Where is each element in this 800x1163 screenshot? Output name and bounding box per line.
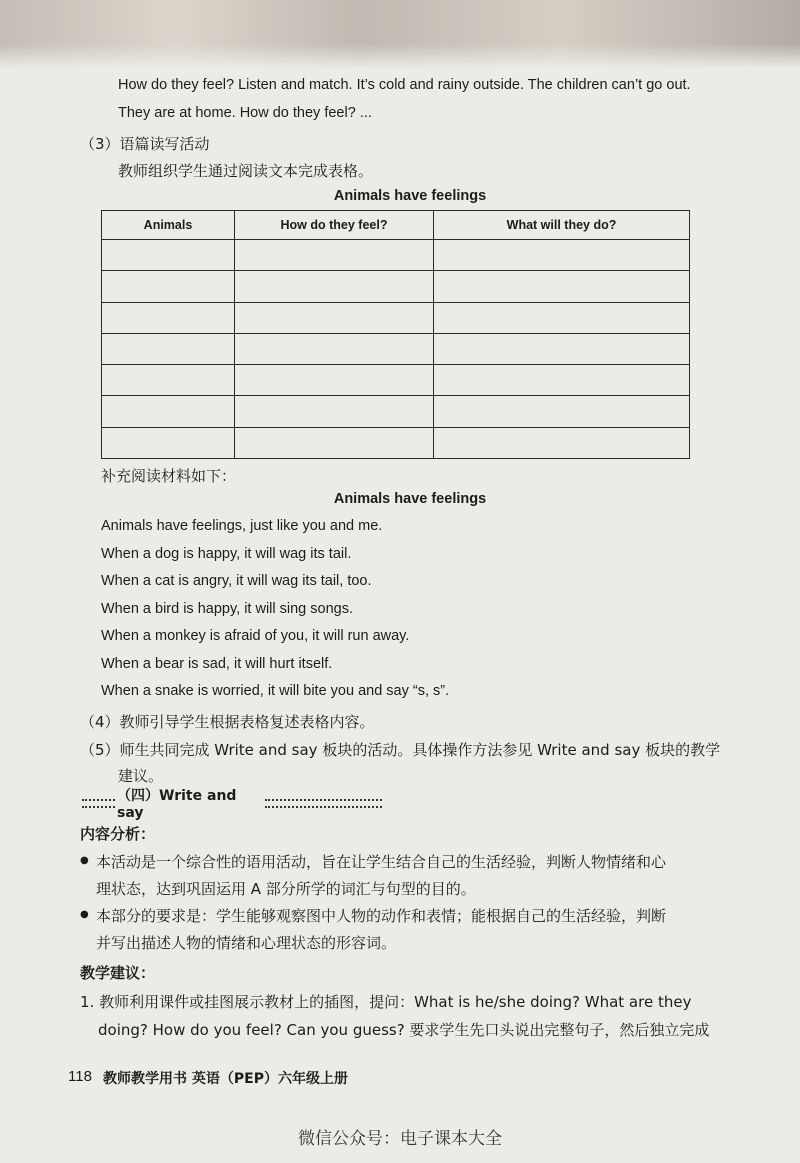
supplement-line: When a monkey is afraid of you, it will run away. — [101, 628, 410, 644]
supplement-line: When a bear is sad, it will hurt itself. — [101, 656, 333, 672]
step-4: （4）教师引导学生根据表格复述表格内容。 — [80, 713, 375, 731]
supplement-line: Animals have feelings, just like you and me. — [101, 518, 383, 534]
supplement-intro: 补充阅读材料如下： — [101, 467, 237, 485]
analysis-bullet-2-line-1: 本部分的要求是：学生能够观察图中人物的动作和表情；能根据自己的生活经验，判断 — [96, 907, 667, 925]
bullet-icon: ● — [80, 909, 89, 920]
page-number: 118 — [68, 1068, 92, 1085]
table-cell — [235, 333, 434, 364]
table-cell — [235, 240, 434, 271]
table-title: Animals have feelings — [333, 188, 487, 204]
analysis-bullet-2-line-2: 并写出描述人物的情绪和心理状态的形容词。 — [96, 934, 397, 952]
section-4-heading: （四）Write and say — [117, 788, 237, 821]
animals-feelings-table — [101, 210, 690, 459]
column-header-animals: Animals — [102, 211, 235, 240]
table-cell — [434, 271, 690, 302]
section-3-heading: （3）语篇读写活动 — [80, 135, 210, 153]
table-cell — [434, 396, 690, 427]
table-cell — [102, 427, 235, 458]
dotted-rule-right — [265, 799, 382, 808]
table-cell — [102, 271, 235, 302]
table-cell — [235, 396, 434, 427]
table-row — [102, 396, 690, 427]
analysis-bullet-1-line-2: 理状态，达到巩固运用 A 部分所学的词汇与句型的目的。 — [96, 880, 476, 898]
table-cell — [235, 302, 434, 333]
intro-line-2: They are at home. How do they feel? ... — [118, 105, 372, 121]
table-cell — [235, 427, 434, 458]
suggestion-1-line-2: doing? How do you feel? Can you guess? 要求学生先口头说出完整句子，然后独立完成 — [98, 1021, 710, 1039]
table-row — [102, 333, 690, 364]
suggestions-heading: 教学建议： — [80, 964, 156, 982]
table-row — [102, 365, 690, 396]
table-row — [102, 302, 690, 333]
table-row — [102, 271, 690, 302]
table-cell — [434, 333, 690, 364]
table-row — [102, 427, 690, 458]
table-header-row — [102, 211, 690, 240]
table-row — [102, 240, 690, 271]
step-5-line-1: （5）师生共同完成 Write and say 板块的活动。具体操作方法参见 Write and say 板块的教学 — [80, 741, 721, 759]
book-title: 教师教学用书 英语（PEP）六年级上册 — [103, 1071, 348, 1087]
intro-line-1: How do they feel? Listen and match. It’s cold and rainy outside. The children can’t go out. — [118, 77, 691, 93]
step-5-line-2: 建议。 — [118, 767, 164, 785]
supplement-line: When a bird is happy, it will sing songs. — [101, 601, 353, 617]
table-cell — [235, 365, 434, 396]
supplement-line: When a dog is happy, it will wag its tail. — [101, 546, 352, 562]
table-cell — [235, 271, 434, 302]
section-4-divider — [82, 788, 382, 821]
section-3-instruction: 教师组织学生通过阅读文本完成表格。 — [118, 162, 374, 180]
watermark-text: 微信公众号：电子课本大全 — [298, 1129, 502, 1149]
table-cell — [434, 302, 690, 333]
dotted-rule-left — [82, 799, 115, 808]
table-cell — [102, 365, 235, 396]
table-cell — [102, 396, 235, 427]
analysis-heading: 内容分析： — [80, 825, 156, 843]
bullet-icon: ● — [80, 855, 89, 866]
table-cell — [434, 240, 690, 271]
supplement-line: When a snake is worried, it will bite you and say “s, s”. — [101, 683, 450, 699]
analysis-bullet-1-line-1: 本活动是一个综合性的语用活动，旨在让学生结合自己的生活经验，判断人物情绪和心 — [96, 853, 667, 871]
table-cell — [434, 427, 690, 458]
table-cell — [102, 333, 235, 364]
table-cell — [434, 365, 690, 396]
column-header-feel: How do they feel? — [235, 211, 434, 240]
table-cell — [102, 302, 235, 333]
supplement-title: Animals have feelings — [333, 491, 487, 507]
suggestion-1-line-1: 1. 教师利用课件或挂图展示教材上的插图，提问：What is he/she doing? What are they — [80, 993, 692, 1011]
supplement-line: When a cat is angry, it will wag its tail, too. — [101, 573, 372, 589]
column-header-do: What will they do? — [434, 211, 690, 240]
table-cell — [102, 240, 235, 271]
